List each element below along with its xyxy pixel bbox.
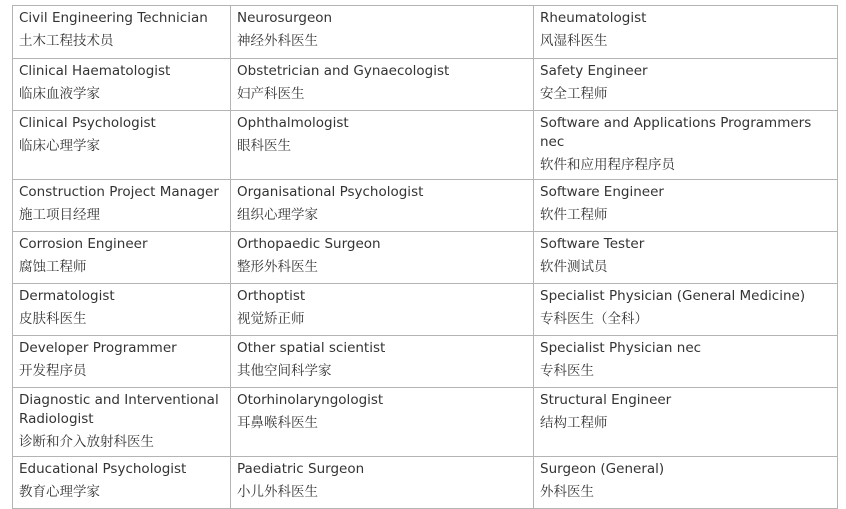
table-row [13,111,838,180]
table-cell [231,232,534,284]
table-cell [13,111,231,180]
table-row [13,180,838,232]
table-row [13,284,838,336]
table-cell [13,180,231,232]
table-cell [534,284,838,336]
occupation-name-en: Educational Psychologist [19,461,187,477]
table-cell [534,6,838,59]
occupation-name-en: Rheumatologist [540,10,647,26]
table-cell [231,111,534,180]
occupation-name-en: Surgeon (General) [540,461,665,477]
table-cell [13,388,231,457]
occupation-name-zh: 开发程序员 [19,363,87,379]
occupation-name-zh: 其他空间科学家 [237,363,332,379]
table-cell [534,232,838,284]
table-cell [534,180,838,232]
occupation-name-zh: 临床血液学家 [19,86,100,102]
table-cell [231,59,534,111]
occupation-name-zh: 小儿外科医生 [237,484,318,500]
table-row [13,336,838,388]
occupation-name-zh: 土木工程技术员 [19,33,114,49]
table-cell [231,284,534,336]
occupation-name-en: Neurosurgeon [237,10,333,26]
occupation-name-zh: 皮肤科医生 [19,311,87,327]
occupation-name-zh: 诊断和介入放射科医生 [19,434,154,450]
occupation-name-en: Obstetrician and Gynaecologist [237,63,450,79]
table-cell [534,336,838,388]
occupation-name-zh: 临床心理学家 [19,138,100,154]
occupation-name-zh: 结构工程师 [540,415,608,431]
table-row [13,457,838,509]
occupation-name-en: Civil Engineering Technician [19,10,208,26]
occupation-name-zh: 视觉矫正师 [237,311,305,327]
occupation-name-en: Dermatologist [19,288,115,304]
table-cell [231,180,534,232]
occupation-name-zh: 妇产科医生 [237,86,305,102]
table-cell [13,336,231,388]
occupation-name-zh: 神经外科医生 [237,33,318,49]
table-row [13,6,838,59]
occupation-name-zh: 外科医生 [540,484,594,500]
occupation-name-en: Developer Programmer [19,340,177,356]
occupation-name-en: Specialist Physician (General Medicine) [540,288,806,304]
occupation-name-en: Specialist Physician nec [540,340,702,356]
occupation-name-zh: 风湿科医生 [540,33,608,49]
table-row [13,59,838,111]
table-cell [534,111,838,180]
occupation-name-en: Construction Project Manager [19,184,219,200]
occupation-name-zh: 耳鼻喉科医生 [237,415,318,431]
occupation-name-zh: 施工项目经理 [19,207,100,223]
occupation-name-zh: 眼科医生 [237,138,291,154]
occupation-table [12,5,838,509]
occupation-name-zh: 软件和应用程序程序员 [540,157,675,173]
occupation-name-zh: 软件工程师 [540,207,608,223]
occupation-name-en: Otorhinolaryngologist [237,392,384,408]
occupation-name-zh: 专科医生（全科） [540,311,648,327]
table-cell [13,284,231,336]
occupation-name-en: Software and Applications Programmers nec [540,115,812,150]
table-cell [13,457,231,509]
occupation-table-body [13,6,838,509]
table-cell [534,59,838,111]
occupation-name-en: Diagnostic and Interventional Radiologist [19,392,219,427]
occupation-name-en: Clinical Psychologist [19,115,156,131]
occupation-name-zh: 教育心理学家 [19,484,100,500]
occupation-name-en: Software Engineer [540,184,664,200]
occupation-name-en: Safety Engineer [540,63,648,79]
occupation-name-en: Software Tester [540,236,645,252]
occupation-name-zh: 整形外科医生 [237,259,318,275]
table-row [13,388,838,457]
table-cell [13,232,231,284]
occupation-name-en: Structural Engineer [540,392,672,408]
table-cell [534,388,838,457]
occupation-name-zh: 组织心理学家 [237,207,318,223]
occupation-name-zh: 安全工程师 [540,86,608,102]
occupation-name-zh: 专科医生 [540,363,594,379]
table-cell [231,336,534,388]
table-cell [13,59,231,111]
occupation-name-en: Paediatric Surgeon [237,461,365,477]
occupation-name-en: Clinical Haematologist [19,63,171,79]
occupation-name-en: Organisational Psychologist [237,184,424,200]
table-cell [231,457,534,509]
table-cell [231,388,534,457]
table-row [13,232,838,284]
occupation-name-en: Other spatial scientist [237,340,386,356]
table-cell [231,6,534,59]
occupation-name-en: Ophthalmologist [237,115,349,131]
occupation-name-en: Corrosion Engineer [19,236,148,252]
table-cell [534,457,838,509]
occupation-name-zh: 软件测试员 [540,259,608,275]
occupation-name-zh: 腐蚀工程师 [19,259,87,275]
table-cell [13,6,231,59]
occupation-name-en: Orthoptist [237,288,306,304]
occupation-name-en: Orthopaedic Surgeon [237,236,381,252]
